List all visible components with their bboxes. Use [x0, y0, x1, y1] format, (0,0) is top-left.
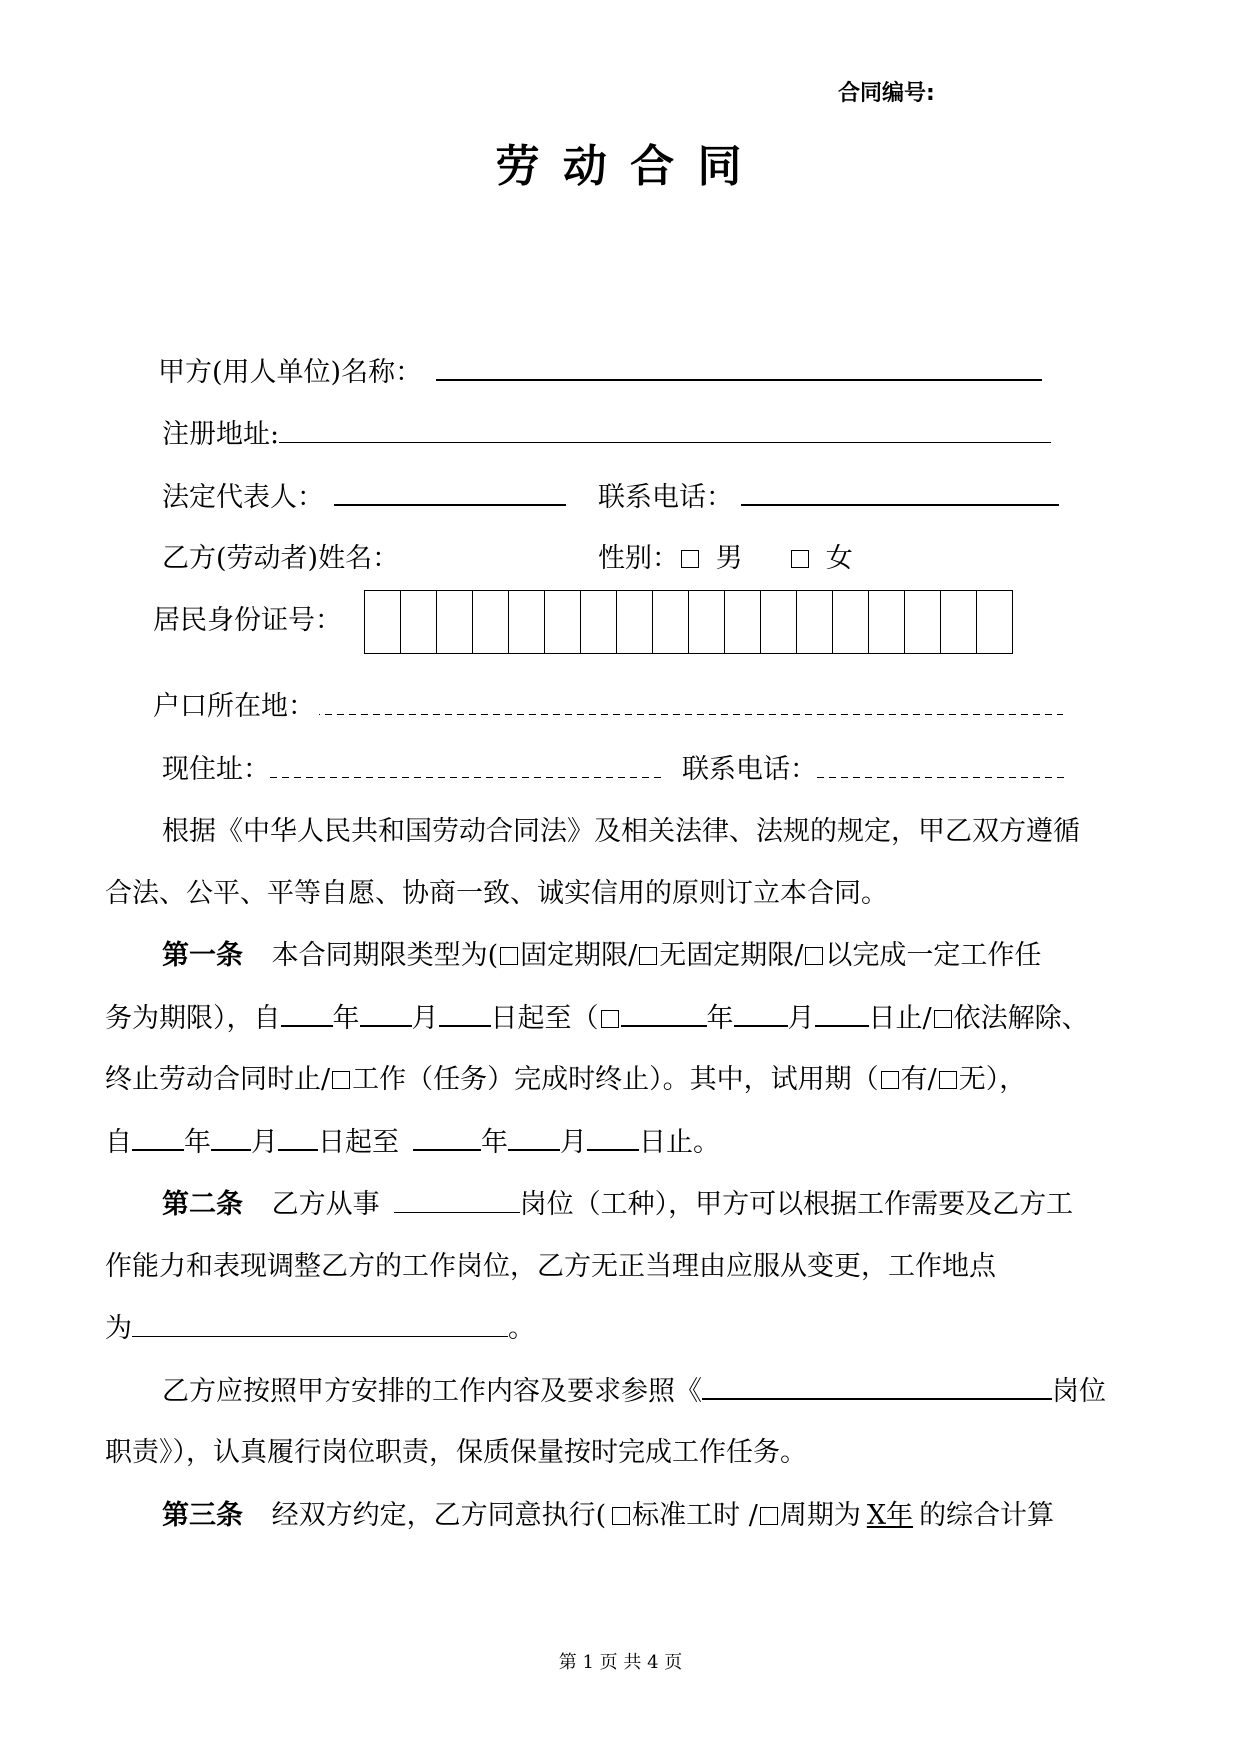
end-date-checkbox[interactable]	[601, 1010, 619, 1028]
work-location-prefix: 为	[105, 1313, 132, 1344]
end-month-field[interactable]	[734, 1001, 788, 1027]
end-day-field[interactable]	[815, 1001, 869, 1027]
year-label: 年	[184, 1127, 211, 1158]
article2-para2-line-1	[162, 1374, 1106, 1409]
probation-yes-checkbox[interactable]	[881, 1071, 899, 1089]
standard-hours-checkbox[interactable]	[612, 1507, 630, 1525]
task-term-label: 以完成一定工作任	[825, 940, 1042, 971]
work-location-field[interactable]	[132, 1312, 508, 1337]
gender-label: 性别：	[598, 543, 679, 574]
article2-para2-line-2: 职责》），认真履行岗位职责，保质保量按时完成工作任务。	[105, 1437, 807, 1468]
id-digit-cell[interactable]	[545, 591, 581, 653]
period-value[interactable]: X年	[866, 1500, 914, 1531]
reg-address-row	[162, 418, 1051, 452]
period-prefix: 周期为	[779, 1500, 861, 1531]
article1-from-text: 务为期限），自	[105, 1003, 281, 1034]
article1-line-1	[162, 939, 1041, 973]
id-digit-cell[interactable]	[437, 591, 473, 653]
id-digit-cell[interactable]	[509, 591, 545, 653]
article1-heading: 第一条	[162, 940, 243, 971]
id-digit-cell[interactable]	[725, 591, 761, 653]
duties-doc-field[interactable]	[702, 1374, 1052, 1400]
probation-start-month-field[interactable]	[211, 1125, 251, 1151]
standard-hours-label: 标准工时 /	[632, 1500, 758, 1531]
hukou-field[interactable]	[319, 693, 1063, 715]
article1-term-type-text: 本合同期限类型为(	[271, 940, 499, 971]
start-year-field[interactable]	[281, 1001, 333, 1027]
id-number-label: 居民身份证号：	[153, 605, 342, 636]
month-label: 月	[251, 1127, 278, 1158]
id-digit-cell[interactable]	[401, 591, 437, 653]
current-address-row	[162, 753, 666, 787]
article2-line-1	[162, 1188, 1073, 1222]
lawful-termination-checkbox[interactable]	[934, 1010, 952, 1028]
id-digit-cell[interactable]	[617, 591, 653, 653]
lawful-termination-label: 依法解除、	[953, 1003, 1089, 1034]
article2-line-2: 作能力和表现调整乙方的工作岗位，乙方无正当理由应服从变更，工作地点	[105, 1251, 996, 1282]
probation-no-checkbox[interactable]	[939, 1071, 957, 1089]
preamble-line-1: 根据《中华人民共和国劳动合同法》及相关法律、法规的规定，甲乙双方遵循	[162, 816, 1080, 847]
task-complete-checkbox[interactable]	[332, 1071, 350, 1089]
contact-phone-field[interactable]	[741, 480, 1059, 506]
hukou-row	[153, 690, 1063, 724]
article3-heading: 第三条	[162, 1500, 243, 1531]
position-field[interactable]	[394, 1188, 520, 1213]
probation-end-day-field[interactable]	[587, 1125, 639, 1151]
male-checkbox[interactable]	[681, 550, 699, 568]
probation-end-text: 日止。	[639, 1127, 720, 1158]
probation-start-year-field[interactable]	[132, 1125, 184, 1151]
reg-address-field[interactable]	[279, 418, 1051, 443]
end-year-field[interactable]	[621, 1001, 707, 1027]
article3-line-1	[162, 1499, 1054, 1533]
id-digit-cell[interactable]	[977, 591, 1013, 653]
termination-text: 终止劳动合同时止/	[105, 1064, 331, 1095]
page-number: 第 1 页 共 4 页	[558, 1652, 683, 1673]
probation-from-text: 自	[105, 1127, 132, 1158]
employer-name-row	[158, 355, 1042, 390]
contract-number-label: 合同编号:	[838, 81, 935, 106]
female-checkbox[interactable]	[791, 550, 809, 568]
id-digit-cell[interactable]	[365, 591, 401, 653]
current-address-field[interactable]	[270, 756, 666, 778]
nonfixed-term-checkbox[interactable]	[639, 947, 657, 965]
probation-yes-label: 有/	[900, 1064, 937, 1095]
month-label: 月	[787, 1003, 815, 1034]
id-digit-cell[interactable]	[941, 591, 977, 653]
gender-row	[598, 542, 853, 576]
article2-line-3	[105, 1312, 535, 1346]
employer-name-label: 甲方(用人单位)名称：	[158, 357, 423, 388]
contact-phone-row	[598, 480, 1059, 515]
article1-until-text: 日起至（	[490, 1003, 599, 1034]
employee-name-label: 乙方(劳动者)姓名：	[162, 543, 400, 574]
id-digit-cell[interactable]	[689, 591, 725, 653]
male-label: 男	[715, 543, 743, 574]
start-day-field[interactable]	[439, 1001, 491, 1027]
duties-suffix: 岗位	[1052, 1376, 1106, 1407]
id-digit-cell[interactable]	[761, 591, 797, 653]
reg-address-label: 注册地址:	[162, 419, 280, 450]
year-label: 年	[481, 1127, 508, 1158]
duties-text: 乙方应按照甲方安排的工作内容及要求参照《	[162, 1376, 702, 1407]
id-digit-cell[interactable]	[833, 591, 869, 653]
article1-end-text: 日止/	[868, 1003, 932, 1034]
fixed-term-label: 固定期限/	[520, 940, 638, 971]
article2-engage-text: 乙方从事	[271, 1189, 380, 1220]
probation-end-year-field[interactable]	[413, 1125, 481, 1151]
start-month-field[interactable]	[360, 1001, 412, 1027]
probation-text: 工作（任务）完成时终止）。其中，试用期（	[352, 1064, 879, 1095]
id-number-grid[interactable]	[364, 590, 1013, 654]
current-address-label: 现住址：	[162, 754, 270, 785]
id-digit-cell[interactable]	[905, 591, 941, 653]
page-title: 劳 动 合 同	[495, 141, 746, 192]
probation-no-label: 无），	[958, 1064, 1027, 1095]
fixed-term-checkbox[interactable]	[500, 947, 518, 965]
nonfixed-term-label: 无固定期限/	[659, 940, 804, 971]
id-digit-cell[interactable]	[869, 591, 905, 653]
id-digit-cell[interactable]	[653, 591, 689, 653]
period-suffix: 的综合计算	[919, 1500, 1055, 1531]
legal-rep-label: 法定代表人：	[162, 482, 324, 513]
contact-phone2-label: 联系电话：	[682, 754, 817, 785]
year-label: 年	[706, 1003, 734, 1034]
contact-phone-label: 联系电话：	[598, 482, 733, 513]
article1-line-3	[105, 1063, 1026, 1097]
legal-rep-row	[162, 480, 566, 515]
contact-phone2-row	[682, 753, 1069, 787]
probation-start-day-field[interactable]	[278, 1125, 318, 1151]
article1-line-2	[105, 1001, 1089, 1036]
work-location-suffix: 。	[508, 1313, 535, 1344]
article2-heading: 第二条	[162, 1189, 243, 1220]
month-label: 月	[411, 1003, 439, 1034]
female-label: 女	[825, 543, 853, 574]
probation-until-text: 日起至	[318, 1127, 399, 1158]
probation-end-month-field[interactable]	[508, 1125, 560, 1151]
id-digit-cell[interactable]	[797, 591, 833, 653]
legal-rep-field[interactable]	[334, 480, 566, 506]
employer-name-field[interactable]	[436, 355, 1042, 381]
contact-phone2-field[interactable]	[817, 756, 1069, 778]
article3-text: 经双方约定，乙方同意执行(	[271, 1500, 607, 1531]
comprehensive-hours-checkbox[interactable]	[760, 1507, 778, 1525]
id-digit-cell[interactable]	[581, 591, 617, 653]
preamble-line-2: 合法、公平、平等自愿、协商一致、诚实信用的原则订立本合同。	[105, 878, 888, 909]
id-digit-cell[interactable]	[473, 591, 509, 653]
article1-line-4	[105, 1125, 720, 1160]
article2-position-text: 岗位（工种），甲方可以根据工作需要及乙方工	[519, 1189, 1074, 1220]
task-term-checkbox[interactable]	[805, 947, 823, 965]
year-label: 年	[332, 1003, 360, 1034]
month-label: 月	[560, 1127, 587, 1158]
hukou-label: 户口所在地：	[153, 691, 315, 722]
